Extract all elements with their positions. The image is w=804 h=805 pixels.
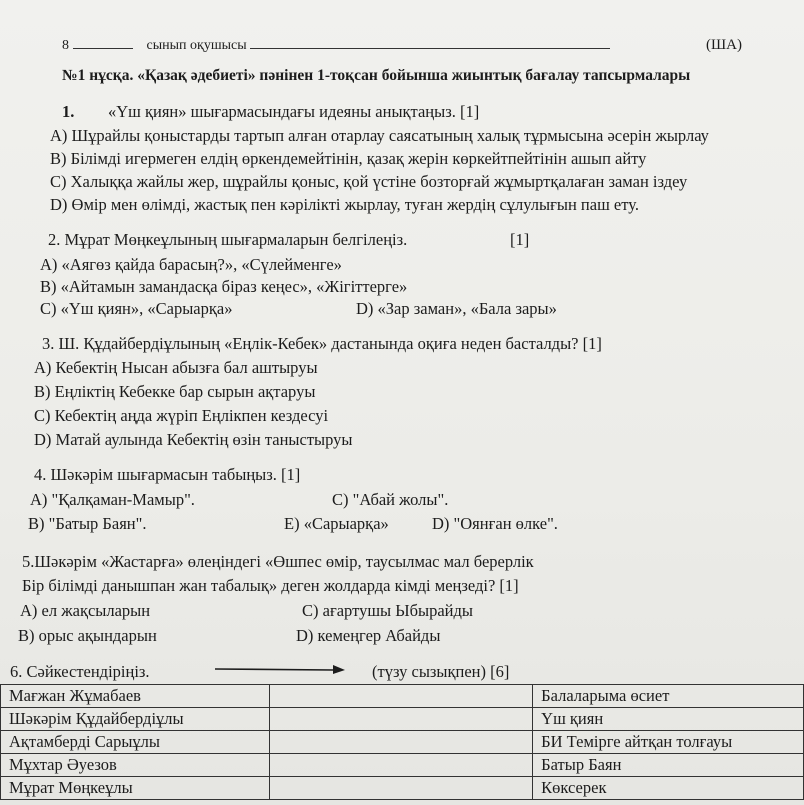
match-gap-cell[interactable] — [269, 731, 532, 754]
q3-option-b: B) Еңліктің Кебекке бар сырын ақтаруы — [34, 382, 316, 401]
match-gap-cell[interactable] — [269, 708, 532, 731]
arrow-right-icon — [215, 662, 345, 676]
q3-text: 3. Ш. Құдайбердіұлының «Еңлік-Кебек» дастанында оқиға неден басталды? [1] — [42, 334, 602, 353]
author-cell: Мұрат Мөңкеұлы — [1, 777, 270, 800]
q5-line-1: 5.Шәкәрім «Жастарға» өлеңіндегі «Өшпес өмір, таусылмас мал берерлік — [22, 552, 534, 571]
q2-score: [1] — [510, 230, 530, 249]
match-gap-cell[interactable] — [269, 777, 532, 800]
q1-option-c: C) Халыққа жайлы жер, шұрайлы қоныс, қой үстіне бозторғай жұмыртқалаған заман іздеу — [50, 172, 688, 191]
student-name-blank — [250, 48, 610, 49]
table-row — [1, 777, 804, 800]
table-row — [1, 731, 804, 754]
work-cell: БИ Темірге айтқан толғауы — [533, 731, 804, 754]
title-text: «Қазақ әдебиеті» пәнінен 1-тоқсан бойынша жиынтық бағалау тапсырмалары — [137, 67, 691, 84]
q2-option-d: D) «Зар заман», «Бала зары» — [356, 299, 557, 318]
author-cell: Мұхтар Әуезов — [1, 754, 270, 777]
q6-text: 6. Сәйкестендіріңіз. — [10, 662, 150, 681]
student-label: сынып оқушысы — [146, 38, 247, 53]
q1-option-b: B) Білімді игермеген елдің өркендемейтінін, қазақ жерін көркейтпейтінін ашып айту — [50, 149, 647, 168]
grade-letter-blank — [73, 48, 133, 49]
variant-label: №1 нұсқа. — [62, 67, 134, 84]
q5-option-a: A) ел жақсыларын — [20, 601, 151, 620]
q2-option-b: B) «Айтамын замандасқа біраз кеңес», «Жігіттерге» — [40, 277, 408, 296]
work-cell: Батыр Баян — [533, 754, 804, 777]
q5-option-c: C) ағартушы Ыбырайды — [302, 601, 473, 620]
match-gap-cell[interactable] — [269, 685, 532, 708]
header-line — [62, 38, 610, 54]
q3-option-a: A) Кебектің Нысан абызға бал аштыруы — [34, 358, 318, 377]
grade-number: 8 — [62, 38, 69, 53]
q4-text: 4. Шәкәрім шығармасын табыңыз. [1] — [34, 465, 301, 484]
table-row — [1, 708, 804, 731]
q5-option-d: D) кемеңгер Абайды — [296, 626, 441, 645]
q3-option-d: D) Матай аулында Кебектің өзін таныстыруы — [34, 430, 353, 449]
q4-option-e: E) «Сарыарқа» — [284, 514, 389, 533]
author-cell: Ақтамберді Сарыұлы — [1, 731, 270, 754]
matching-table — [0, 684, 804, 800]
work-cell: Балаларыма өсиет — [533, 685, 804, 708]
q4-option-d: D) "Оянған өлке". — [432, 514, 558, 533]
q4-option-b: B) "Батыр Баян". — [28, 514, 147, 533]
q2-option-c: C) «Үш қиян», «Сарыарқа» — [40, 299, 233, 318]
q4-option-a: A) "Қалқаман-Мамыр". — [30, 490, 195, 509]
page-title — [62, 67, 690, 85]
q5-line-2: Бір білімді данышпан жан табалық» деген жолдарда кімді меңзеді? [1] — [22, 576, 519, 595]
author-cell: Мағжан Жұмабаев — [1, 685, 270, 708]
q1-option-a: A) Шұрайлы қоныстарды тартып алған отарлау саясатының халық тұрмысына әсерін жырлау — [50, 126, 709, 145]
q6-hint: (түзу сызықпен) [6] — [372, 662, 510, 681]
table-row — [1, 754, 804, 777]
author-cell: Шәкәрім Құдайбердіұлы — [1, 708, 270, 731]
variant-code: (ША) — [706, 37, 742, 53]
q1-text: «Үш қиян» шығармасындағы идеяны анықтаңыз. [1] — [108, 102, 480, 121]
q4-option-c: C) "Абай жолы". — [332, 490, 449, 509]
q1-number: 1. — [62, 102, 75, 121]
q2-option-a: A) «Аягөз қайда барасың?», «Сүлейменге» — [40, 255, 342, 274]
work-cell: Көксерек — [533, 777, 804, 800]
q3-option-c: C) Кебектің аңда жүріп Еңлікпен кездесуі — [34, 406, 329, 425]
q2-text: 2. Мұрат Мөңкеұлының шығармаларын белгілеңіз. — [48, 230, 408, 249]
q1-option-d: D) Өмір мен өлімді, жастық пен кәрілікті жырлау, туған жердің сұлулығын паш ету. — [50, 195, 639, 214]
match-gap-cell[interactable] — [269, 754, 532, 777]
table-row — [1, 685, 804, 708]
q5-option-b: B) орыс ақындарын — [18, 626, 157, 645]
work-cell: Үш қиян — [533, 708, 804, 731]
